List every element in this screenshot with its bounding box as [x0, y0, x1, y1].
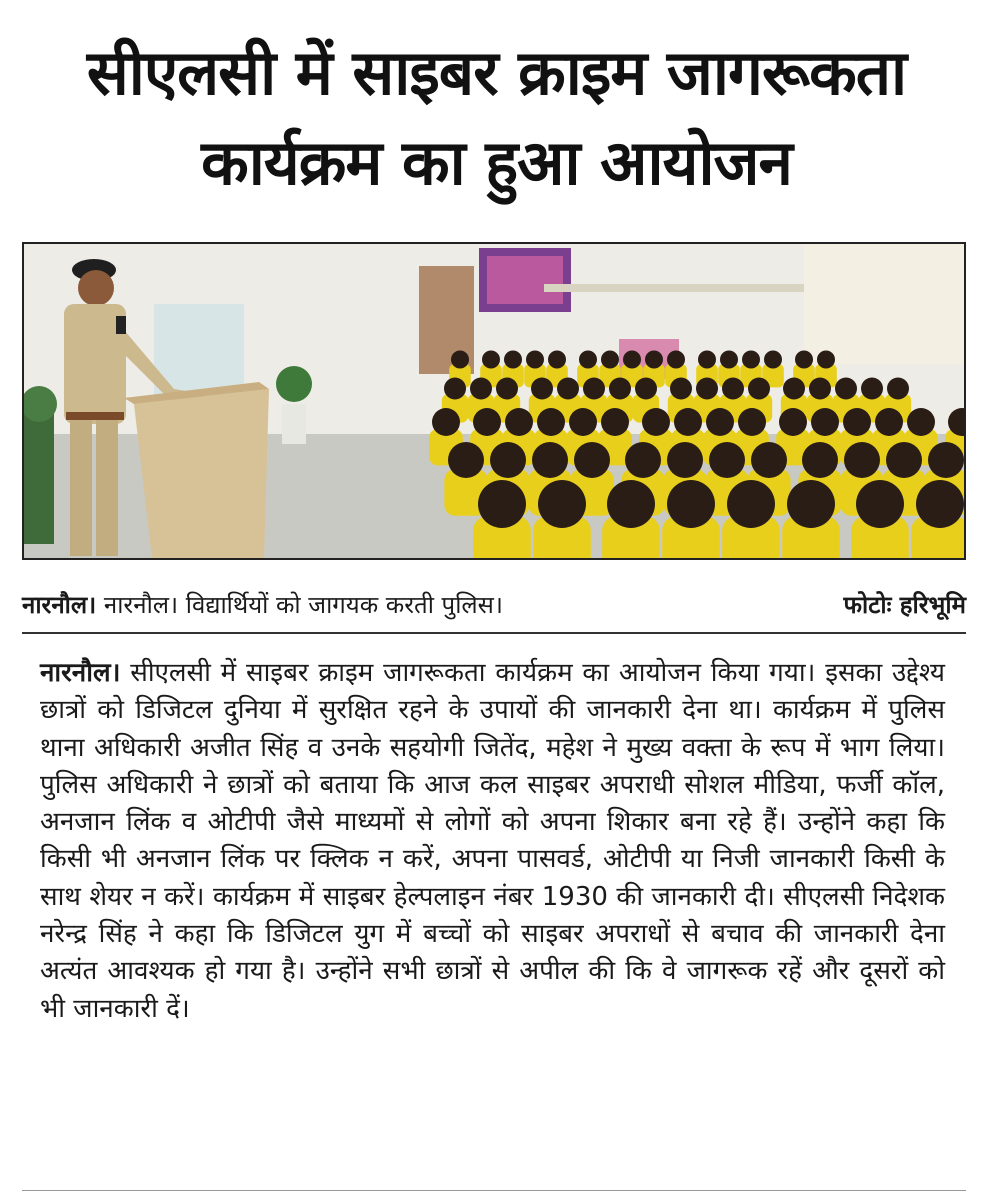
audience-student-head: [537, 408, 565, 436]
audience-student-head: [532, 442, 568, 478]
audience-student-head: [698, 351, 716, 369]
photo-podium: [134, 389, 269, 558]
headline-line-1: सीएलसी में साइबर क्राइम जागरूकता: [86, 36, 907, 109]
audience-student-head: [751, 442, 787, 478]
audience-student-head: [667, 351, 685, 369]
article-body: [40, 655, 945, 1028]
audience-student-head: [886, 442, 922, 478]
audience-student-head: [635, 378, 657, 400]
audience-student-head: [670, 378, 692, 400]
audience-student-head: [727, 480, 775, 528]
audience-student-head: [470, 378, 492, 400]
audience-student-head: [504, 351, 522, 369]
divider: [22, 632, 966, 634]
audience-student-head: [579, 351, 597, 369]
audience-student-head: [623, 351, 641, 369]
audience-student-head: [674, 408, 702, 436]
audience-student-head: [478, 480, 526, 528]
audience-student-head: [531, 378, 553, 400]
caption-text: नारनौल। विद्यार्थियों को जागयक करती पुलिस।: [96, 591, 503, 619]
audience-student-head: [490, 442, 526, 478]
audience-student-head: [787, 480, 835, 528]
headline-line-2: कार्यक्रम का हुआ आयोजन: [201, 126, 792, 199]
audience-student-head: [609, 378, 631, 400]
audience-student-head: [642, 408, 670, 436]
audience-student-head: [861, 378, 883, 400]
audience-student-head: [607, 480, 655, 528]
audience-student-head: [843, 408, 871, 436]
bottom-divider: [22, 1190, 966, 1191]
audience-student-head: [569, 408, 597, 436]
audience-student-head: [783, 378, 805, 400]
audience-student-head: [482, 351, 500, 369]
audience-student-head: [709, 442, 745, 478]
audience-student-head: [722, 378, 744, 400]
audience-student-head: [505, 408, 533, 436]
photo-illustration: [24, 244, 964, 558]
audience-student-head: [835, 378, 857, 400]
audience-student-head: [448, 442, 484, 478]
audience-student-head: [696, 378, 718, 400]
audience-student-head: [444, 378, 466, 400]
article-dateline: नारनौल।: [40, 658, 121, 688]
audience-student-head: [473, 408, 501, 436]
audience-student-head: [538, 480, 586, 528]
audience-student-head: [875, 408, 903, 436]
audience-student-head: [645, 351, 663, 369]
audience-student-head: [764, 351, 782, 369]
audience-student-head: [625, 442, 661, 478]
headline: [20, 28, 973, 208]
audience-student-head: [601, 408, 629, 436]
caption-place: नारनौल।: [22, 591, 97, 619]
audience-student-head: [748, 378, 770, 400]
audience-student-head: [667, 480, 715, 528]
audience-student-head: [811, 408, 839, 436]
audience-student-head: [779, 408, 807, 436]
photo-caption: [22, 585, 966, 625]
news-photo: [22, 242, 966, 560]
audience-student-head: [809, 378, 831, 400]
audience-student-head: [907, 408, 935, 436]
audience-student-head: [496, 378, 518, 400]
audience-student-head: [574, 442, 610, 478]
photo-credit: फोटोः हरिभूमि: [843, 591, 966, 619]
audience-student-head: [802, 442, 838, 478]
audience-student-head: [451, 351, 469, 369]
audience-student-head: [667, 442, 703, 478]
article-text: सीएलसी में साइबर क्राइम जागरूकता कार्यक्रम का आयोजन किया गया। इसका उद्देश्य छात्रों को डिजिटल दुनिया में सुरक्षित रहने के उपायों की जानकारी देना था। कार्यक्रम में पुलिस थाना अधिकारी अजीत सिंह व उनके सहयोगी जितेंद, महेश ने मुख्य वक्ता के रूप में भाग लिया। पुलिस अधिकारी ने छात्रों को बताया कि आज कल साइबर अपराधी सोशल मीडिया, फर्जी कॉल, अनजान लिंक व ओटीपी जैसे माध्यमों से लोगों को अपना शिकार बना रहे हैं। उन्होंने कहा कि किसी भी अनजान लिंक पर क्लिक न करें, अपना पासवर्ड, ओटीपी या निजी जानकारी किसी के साथ शेयर न करें। कार्यक्रम में साइबर हेल्पलाइन नंबर 1930 की जानकारी दी। सीएलसी निदेशक नरेन्द्र सिंह ने कहा कि डिजिटल युग में बच्चों को साइबर अपराधों से बचाव की जानकारी देना अत्यंत आवश्यक हो गया है। उन्होंने सभी छात्रों से अपील की कि वे जागरूक रहें और दूसरों को भी जानकारी दें।: [40, 658, 945, 1024]
audience-student-head: [856, 480, 904, 528]
audience-student-head: [887, 378, 909, 400]
audience-student-head: [706, 408, 734, 436]
audience-student-head: [738, 408, 766, 436]
audience-student-head: [742, 351, 760, 369]
audience-student-head: [583, 378, 605, 400]
audience-student-head: [844, 442, 880, 478]
photo-plant-left: [24, 386, 57, 544]
audience-student-head: [432, 408, 460, 436]
audience-student-head: [557, 378, 579, 400]
audience-student-head: [817, 351, 835, 369]
audience-student-head: [795, 351, 813, 369]
audience-student-head: [720, 351, 738, 369]
audience-student-head: [916, 480, 964, 528]
audience-student-head: [548, 351, 566, 369]
audience-student-head: [928, 442, 964, 478]
audience-student-head: [526, 351, 544, 369]
audience-student-head: [601, 351, 619, 369]
